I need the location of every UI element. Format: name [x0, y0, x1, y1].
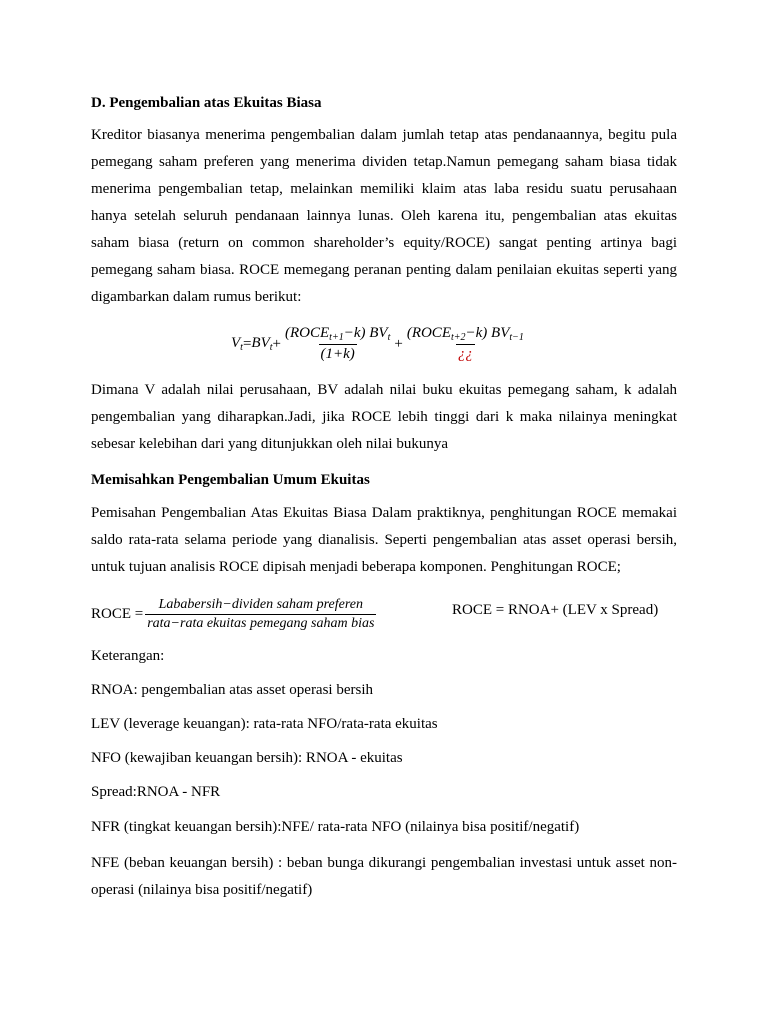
paragraph-explanation: Dimana V adalah nilai perusahaan, BV adalah nilai buku ekuitas pemegang saham, k adalah pengembalian yang diharapkan.Jadi, jika ROCE lebih tinggi dari k maka nilainya meningkat sebesar kelebihan dari yang ditunjukkan oleh nilai bukunya [91, 382, 677, 452]
roce-fraction [145, 597, 376, 632]
roce-formula-lhs: ROCE = [91, 605, 144, 622]
formula-plus-1: + [272, 335, 281, 352]
term-2-denominator: ¿¿ [457, 346, 473, 362]
section-heading-memisahkan: Memisahkan Pengembalian Umum Ekuitas [91, 472, 370, 488]
list-item-nfe: NFE (beban keuangan bersih) : beban bunga dikurangi pengembalian investasi untuk asset non-operasi (nilainya bisa positif/negatif) [91, 855, 677, 898]
term-1-numerator: $(ROCE_{t+1}-k)$ $BV_t$ [285, 325, 391, 343]
roce-numerator: Lababersih−dividen saham preferen [158, 596, 364, 612]
keterangan-label: Keterangan: [91, 648, 165, 664]
list-item-nfr: NFR (tingkat keuangan bersih):NFE/ rata-rata NFO (nilainya bisa positif/negatif) [91, 819, 580, 835]
valuation-formula [231, 322, 528, 366]
formula-bv: $BV_t$ [251, 335, 273, 353]
section-heading-d: D. Pengembalian atas Ekuitas Biasa [91, 95, 322, 111]
formula-plus-2: + [394, 335, 403, 352]
paragraph-intro: Kreditor biasanya menerima pengembalian dalam jumlah tetap atas pendanaannya, begitu pula pemegang saham preferen yang menerima dividen tetap.Namun pemegang saham biasa tidak menerima pengembalian tetap, melainkan memiliki klaim atas laba residu suatu perusahaan hanya setelah seluruh pendanaan lainnya lunas. Oleh karena itu, pengembalian atas ekuitas saham biasa (return on common shareholder’s equity/ROCE) sangat penting artinya bagi pemegang saham biasa. ROCE memegang peranan penting dalam penilaian ekuitas seperti yang digambarkan dalam rumus berikut: [91, 127, 677, 305]
roce-denominator: rata−rata ekuitas pemegang saham bias [147, 615, 375, 631]
list-item-spread: Spread:RNOA - NFR [91, 784, 221, 800]
formula-lhs: $V_t$ [231, 335, 243, 353]
term-2-numerator: $(ROCE_{t+2}-k)$ $BV_{t-1}$ [406, 325, 524, 343]
list-item-rnoa: RNOA: pengembalian atas asset operasi bersih [91, 682, 374, 698]
roce-decomposition-formula: ROCE = RNOA+ (LEV x Spread) [452, 602, 659, 618]
formula-term-1 [283, 325, 392, 363]
formula-term-2 [405, 325, 526, 363]
formula-eq: = [242, 335, 252, 352]
list-item-lev: LEV (leverage keuangan): rata-rata NFO/rata-rata ekuitas [91, 716, 438, 732]
list-item-nfo: NFO (kewajiban keuangan bersih): RNOA - ekuitas [91, 750, 403, 766]
term-1-denominator: (1+k) [320, 346, 355, 362]
paragraph-pemisahan: Pemisahan Pengembalian Atas Ekuitas Biasa Dalam praktiknya, penghitungan ROCE memakai saldo rata-rata selama periode yang dianalisis. Seperti pengembalian atas asset operasi bersih, untuk tujuan analisis ROCE dipisah menjadi beberapa komponen. Penghitungan ROCE; [91, 505, 677, 575]
roce-formula [91, 594, 378, 634]
